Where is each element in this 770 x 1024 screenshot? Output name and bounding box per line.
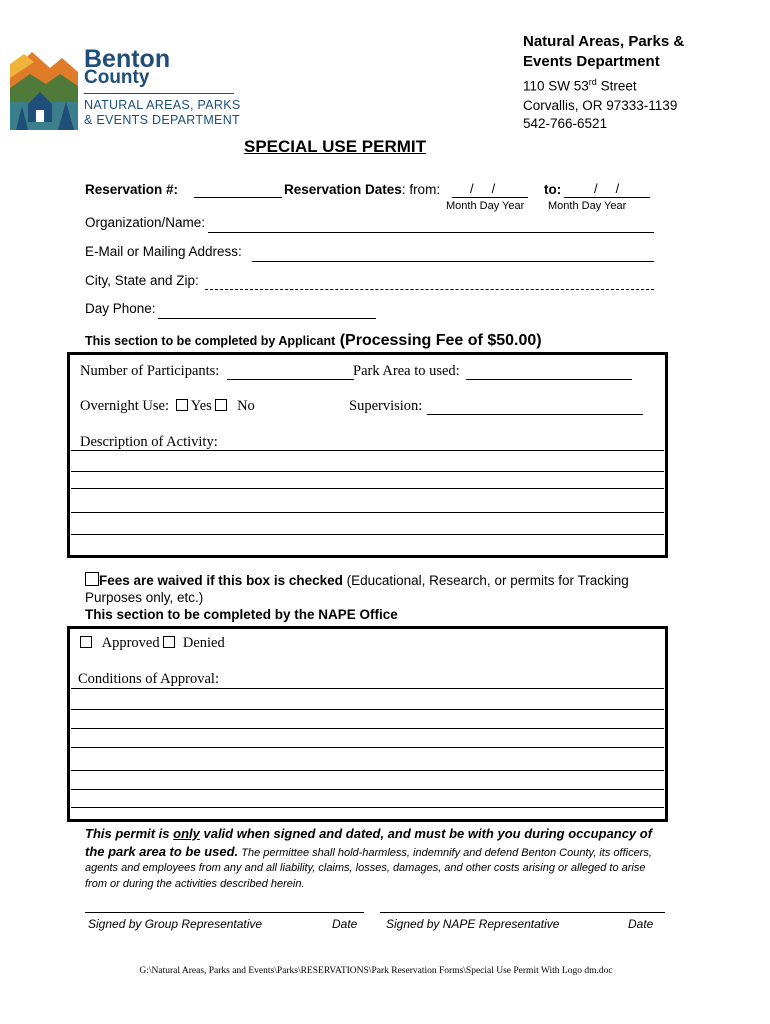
- date-label-2: Date: [628, 917, 654, 931]
- participants-field[interactable]: [227, 379, 354, 380]
- overnight-row: [80, 398, 255, 415]
- day-phone-label: Day Phone:: [85, 301, 156, 316]
- description-line-4[interactable]: [71, 512, 664, 513]
- supervision-label: Supervision:: [349, 398, 423, 414]
- conditions-line-1[interactable]: [71, 688, 664, 689]
- participants-label: Number of Participants:: [80, 363, 220, 379]
- nape-signature-line[interactable]: [380, 912, 665, 913]
- overnight-yes-label: Yes: [190, 398, 212, 414]
- logo-divider: [84, 93, 234, 94]
- park-area-label: Park Area to used:: [353, 363, 460, 379]
- conditions-line-3[interactable]: [71, 728, 664, 729]
- group-signature-line[interactable]: [85, 912, 364, 913]
- overnight-no-label: No: [237, 398, 255, 414]
- conditions-label: Conditions of Approval:: [78, 671, 219, 687]
- conditions-line-7[interactable]: [71, 807, 664, 808]
- city-field[interactable]: [205, 289, 654, 290]
- conditions-line-2[interactable]: [71, 709, 664, 710]
- organization-field[interactable]: [208, 232, 654, 233]
- reservation-number-field[interactable]: [194, 197, 282, 198]
- file-path-footer: G:\Natural Areas, Parks and Events\Parks\RESERVATIONS\Park Reservation Forms\Special Use Permit With Logo dm.doc: [139, 966, 613, 976]
- fee-waiver: Fees are waived if this box is checked (Educational, Research, or permits for Tracking Purposes only, etc.): [85, 573, 629, 605]
- overnight-label: Overnight Use:: [80, 398, 169, 414]
- fee-waiver-checkbox[interactable]: [85, 572, 99, 586]
- email-field[interactable]: [252, 261, 654, 262]
- date-to-slashes: / /: [594, 181, 620, 196]
- date-to-field[interactable]: [564, 197, 650, 198]
- supervision-field[interactable]: [427, 414, 643, 415]
- city-label: City, State and Zip:: [85, 273, 199, 288]
- denied-label: Denied: [182, 635, 225, 651]
- nape-section-heading: This section to be completed by the NAPE Office: [85, 607, 398, 622]
- description-line-5[interactable]: [71, 534, 664, 535]
- email-label: E-Mail or Mailing Address:: [85, 244, 242, 259]
- conditions-line-6[interactable]: [71, 789, 664, 790]
- description-line-3[interactable]: [71, 488, 664, 489]
- logo-county: County: [84, 67, 150, 88]
- organization-label: Organization/Name:: [85, 215, 206, 230]
- description-line-2[interactable]: [71, 471, 664, 472]
- permit-terms: This permit is only valid when signed and dated, and must be with you during occupancy of the park area to be used. The permittee shall hold-harmless, indemnify and defend Benton County, its officers, agents and employees from any and all liability, claims, losses, damages, and other costs arising or alleged to arise from or during the activities described herein.: [85, 826, 653, 890]
- county-logo: [10, 44, 250, 132]
- date-to-hint: Month Day Year: [548, 200, 627, 212]
- dept-phone: 542-766-6521: [523, 115, 608, 131]
- conditions-line-4[interactable]: [71, 747, 664, 748]
- denied-checkbox[interactable]: [163, 636, 175, 648]
- reservation-number-label: Reservation #:: [85, 182, 179, 197]
- mountain-house-logo-icon: [10, 44, 78, 130]
- date-from-slashes: / /: [470, 181, 496, 196]
- description-label: Description of Activity:: [80, 434, 218, 450]
- date-from-field[interactable]: [452, 197, 528, 198]
- date-label-1: Date: [332, 917, 358, 931]
- overnight-no-checkbox[interactable]: [215, 399, 227, 411]
- dept-city: Corvallis, OR 97333-1139: [523, 97, 678, 113]
- reservation-dates-label: Reservation Dates: from:: [284, 182, 441, 197]
- date-from-hint: Month Day Year: [446, 200, 525, 212]
- department-address: [523, 32, 763, 133]
- approved-checkbox[interactable]: [80, 636, 92, 648]
- applicant-section-heading: This section to be completed by Applicant (Processing Fee of $50.00): [85, 332, 542, 349]
- approved-label: Approved: [101, 635, 160, 651]
- date-to-label: to:: [544, 182, 562, 197]
- logo-dept-line1: NATURAL AREAS, PARKS: [84, 98, 241, 112]
- applicant-section-box: [67, 352, 668, 558]
- park-area-field[interactable]: [466, 379, 632, 380]
- dept-name-line1: Natural Areas, Parks &: [523, 33, 685, 50]
- logo-benton: Benton: [84, 45, 171, 73]
- description-line-1[interactable]: [71, 450, 664, 451]
- dept-street: 110 SW 53rd Street: [523, 77, 637, 94]
- day-phone-field[interactable]: [158, 318, 376, 319]
- nape-section-box: [67, 626, 668, 822]
- conditions-line-5[interactable]: [71, 770, 664, 771]
- overnight-yes-checkbox[interactable]: [176, 399, 188, 411]
- approval-row: [80, 635, 225, 652]
- logo-dept-line2: & EVENTS DEPARTMENT: [84, 113, 240, 127]
- page-title: SPECIAL USE PERMIT: [244, 137, 426, 156]
- nape-rep-label: Signed by NAPE Representative: [386, 917, 560, 931]
- group-rep-label: Signed by Group Representative: [88, 917, 263, 931]
- dept-name-line2: Events Department: [523, 53, 660, 70]
